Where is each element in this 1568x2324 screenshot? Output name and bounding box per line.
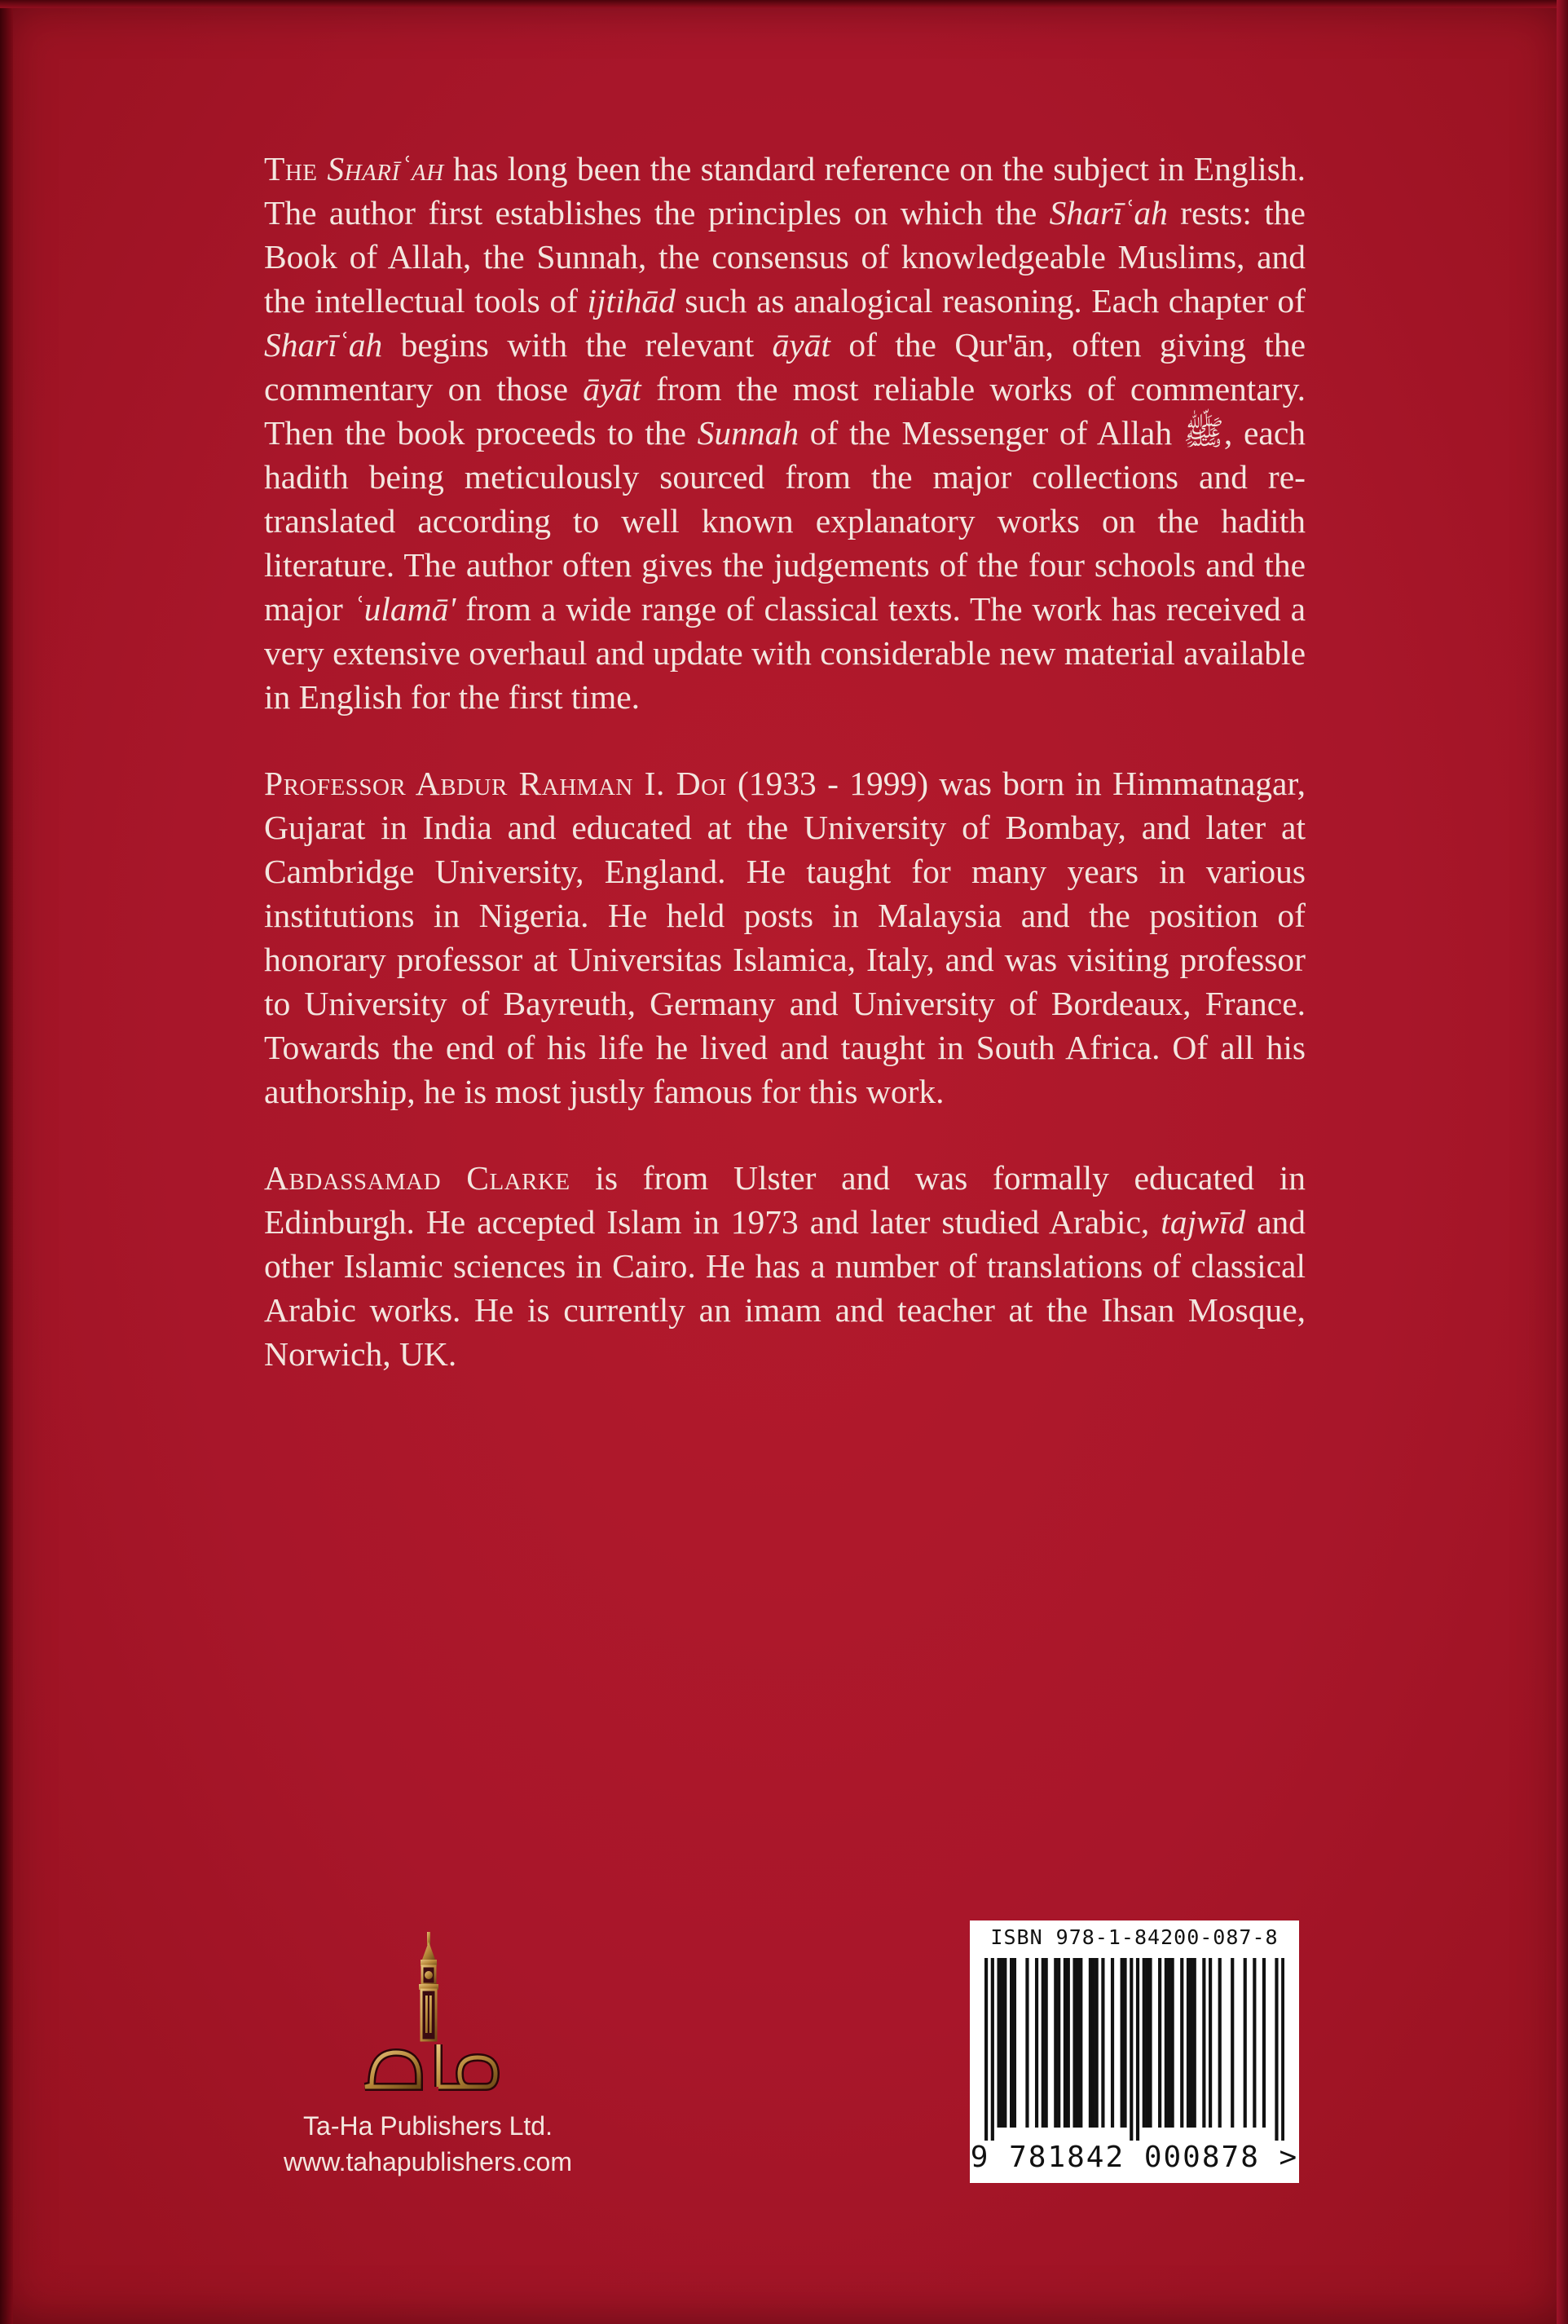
barcode-bar [1095,1958,1099,2128]
barcode-bar [1042,1958,1045,2128]
barcode-bar [1003,1958,1006,2128]
text-run: from a wide range of classical texts. The work has received a very extensive overhaul and update with considerable new material available in English for the first time. [264,590,1306,716]
barcode-bar [1000,1958,1003,2128]
barcode-bar [1079,1958,1082,2128]
barcode-bar [1187,1958,1190,2128]
barcode-bar [1057,1958,1060,2128]
barcode-bar [1148,1958,1152,2128]
italic-term: Sharīʿah [1049,194,1168,232]
italic-term: ʿulamā' [352,590,456,628]
text-run: of the Qur'ān, often giving the commentary on those [264,326,1306,408]
barcode-bar [1035,1958,1038,2128]
author-name: Professor Abdur Rahman I. Doi [264,765,727,802]
text-run: is from Ulster and was formally educated in Edinburgh. He accepted Islam in 1973 and later studied Arabic, [264,1159,1306,1241]
barcode-bar [1281,1958,1284,2141]
italic-term: Sunnah [697,414,799,452]
barcode-bar [1143,1958,1146,2128]
italic-term: Sharīʿah [264,326,383,364]
text-run: begins with the relevant [382,326,773,364]
barcode-bar [1275,1958,1278,2141]
spine-edge [0,0,13,2324]
publisher-info [212,2108,644,2180]
text-run: and other Islamic sciences in Cairo. He has a number of translations of classical Arabic works. He is currently an imam and teacher at the Ihsan Mosque, Norwich, UK. [264,1203,1306,1373]
book-title-lead: The [264,150,328,187]
barcode-bars [984,1958,1284,2141]
barcode-bar [1165,1958,1168,2128]
text-run: of the Messenger of Allah ﷺ, each hadith being meticulously sourced from the major collections and re-translated according to well known explanatory works on the hadith literature. The author often gives the judgements of the four schools and the major [264,414,1306,628]
barcode-bar [1262,1958,1266,2128]
italic-term: tajwīd [1161,1203,1246,1241]
text-run: (1933 - 1999) was born in Himmatnagar, Gujarat in India and educated at the University of Bombay, and later at Cambridge University, England. He taught for many years in various institutions in Nigeria. He held posts in Malaysia and the position of honorary professor at Universitas Islamica, Italy, and was visiting professor to University of Bayreuth, Germany and University of Bordeaux, France. Towards the end of his life he lived and taught in South Africa. Of all his authorship, he is most justly famous for this work. [264,765,1306,1110]
author-bio-paragraph [264,761,1306,1113]
barcode-bar [1054,1958,1057,2128]
ta-ha-tower-logo-icon [355,1930,502,2101]
barcode-bar [1076,1958,1079,2128]
barcode-bar [1253,1958,1256,2128]
barcode-bar [1171,1958,1174,2128]
publisher-name: Ta-Ha Publishers Ltd. [303,2111,553,2141]
barcode-bar [1193,1958,1196,2128]
top-edge [0,0,1568,8]
barcode-bar [1064,1958,1067,2128]
book-description-paragraph [264,147,1306,719]
barcode-bar [1180,1958,1183,2128]
barcode-bar [1010,1958,1013,2128]
text-run: such as analogical reasoning. Each chapter of [675,282,1306,320]
text-run: from the most reliable works of commentary. Then the book proceeds to the [264,370,1306,452]
italic-term: āyāt [583,370,641,408]
barcode-bar [1013,1958,1016,2128]
barcode-bar [1067,1958,1070,2128]
barcode-bar [1130,1958,1133,2141]
text-run: has long been the standard reference on the subject in English. The author first establishes the principles on which the [264,150,1306,232]
barcode-bar [984,1958,988,2141]
publisher-website[interactable]: www.tahapublishers.com [284,2147,572,2176]
barcode-bar [1111,1958,1114,2128]
isbn-label: ISBN 978-1-84200-087-8 [990,1925,1279,1949]
barcode-bar [1202,1958,1205,2128]
text-run: rests: the Book of Allah, the Sunnah, the consensus of knowledgeable Muslims, and the intellectual tools of [264,194,1306,320]
barcode-bar [1092,1958,1095,2128]
isbn-barcode [970,1920,1299,2183]
barcode-bar [1218,1958,1222,2128]
barcode-bar [1209,1958,1212,2128]
italic-term: ijtihād [587,282,676,320]
translator-name: Abdassamad Clarke [264,1159,570,1197]
barcode-bar [1146,1958,1149,2128]
barcode-bar [1101,1958,1104,2128]
barcode-bar [1158,1958,1161,2128]
barcode-bar [1136,1958,1139,2141]
barcode-bar [991,1958,994,2141]
barcode-bar [1168,1958,1171,2128]
barcode-bar [997,1958,1000,2128]
barcode-bar [1190,1958,1193,2128]
book-title-lead-italic: Sharīʿah [327,150,444,187]
barcode-bar [1025,1958,1028,2128]
right-edge [1557,0,1568,2324]
barcode-bar [1121,1958,1124,2128]
cover-blurb [264,147,1306,1418]
ean-digits: 9 781842 000878 > [970,2141,1299,2174]
barcode-bar [1231,1958,1234,2128]
barcode-bar [1045,1958,1048,2128]
barcode-bar [1072,1958,1076,2128]
barcode-bar [1123,1958,1126,2128]
barcode-bar [1244,1958,1247,2128]
italic-term: āyāt [772,326,830,364]
barcode-bar [1089,1958,1092,2128]
translator-bio-paragraph [264,1156,1306,1376]
